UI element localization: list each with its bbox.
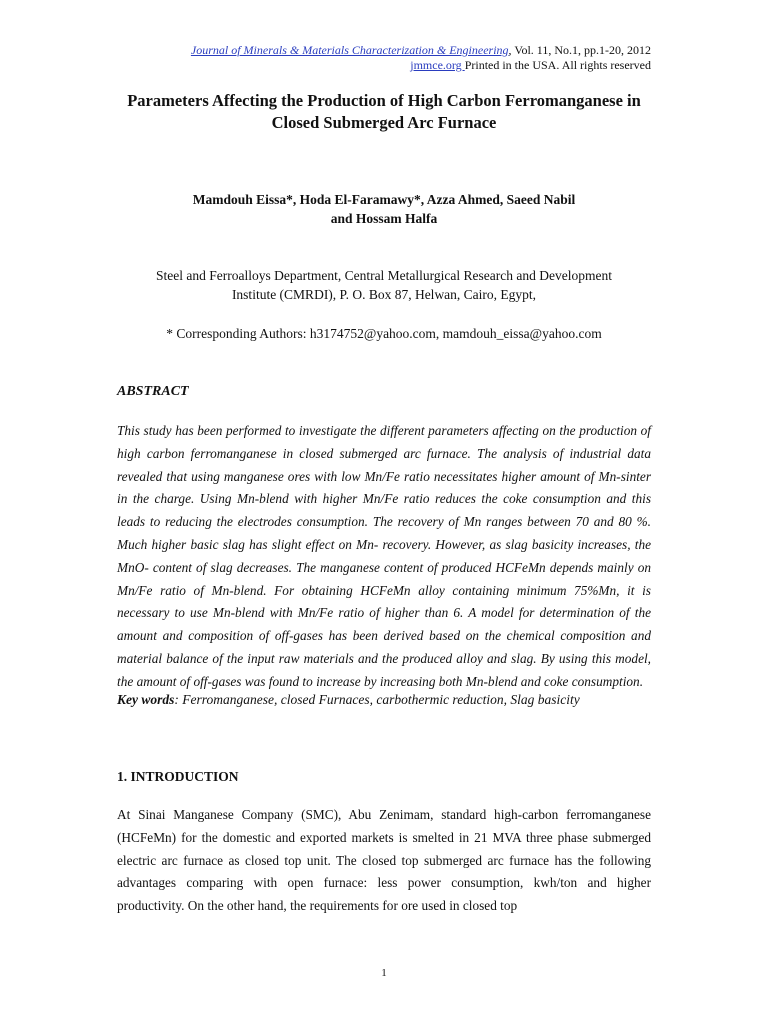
- abstract-heading: ABSTRACT: [117, 384, 189, 399]
- site-link[interactable]: jmmce.org: [410, 58, 465, 72]
- introduction-text: At Sinai Manganese Company (SMC), Abu Zenimam, standard high-carbon ferromanganese (HCFeMn) for the domestic and exported markets is smelted in 21 MVA three phase submerged electric arc furnace as closed top unit. The closed top submerged arc furnace has the following advantages comparing with open furnace: less power consumption, kwh/ton and higher productivity. On the other hand, the requirements for ore used in closed top: [117, 807, 651, 914]
- rights-text: Printed in the USA. All rights reserved: [464, 58, 651, 72]
- corresponding-authors: * Corresponding Authors: h3174752@yahoo.com, mamdouh_eissa@yahoo.com: [166, 326, 602, 341]
- authors-line-2: and Hossam Halfa: [330, 211, 438, 226]
- authors-line-1: Mamdouh Eissa*, Hoda El-Faramawy*, Azza Ahmed, Saeed Nabil: [192, 192, 576, 207]
- keywords: [117, 690, 657, 709]
- authors: [60, 190, 708, 228]
- page-number: 1: [381, 967, 387, 979]
- journal-header-site: [410, 58, 651, 73]
- title-line-2: Closed Submerged Arc Furnace: [271, 113, 497, 132]
- title-line-1: Parameters Affecting the Production of High Carbon Ferromanganese in: [127, 91, 641, 110]
- journal-header: [191, 43, 651, 58]
- affiliation-line-1: Steel and Ferroalloys Department, Central Metallurgical Research and Development: [156, 268, 612, 283]
- journal-name-link[interactable]: Journal of Minerals & Materials Characterization & Engineering: [190, 43, 509, 57]
- introduction-heading: 1. INTRODUCTION: [117, 769, 239, 784]
- keywords-label: Key words: [117, 692, 175, 707]
- abstract-text: This study has been performed to investigate the different parameters affecting on the production of high carbon ferromanganese in closed submerged arc furnace. The analysis of industrial data revealed that using manganese ores with low Mn/Fe ratio necessitates higher amount of Mn-sinter in the charge. Using Mn-blend with higher Mn/Fe ratio reduces the coke consumption and this leads to reducing the electrodes consumption. The recovery of Mn ranges between 70 and 80 %. Much higher basic slag has slight effect on Mn- recovery. However, as slag basicity increases, the MnO- content of slag decreases. The manganese content of produced HCFeMn depends mainly on Mn/Fe ratio of Mn-blend. For obtaining HCFeMn alloy containing minimum 75%Mn, it is necessary to use Mn-blend with Mn/Fe ratio of higher than 6. A model for determination of the amount and composition of off-gases has been derived based on the chemical composition and material balance of the input raw materials and the produced alloy and slag. By using this model, the amount of off-gases was found to increase by increasing both Mn-blend and coke consumption.: [117, 423, 651, 689]
- keywords-text: : Ferromanganese, closed Furnaces, carbothermic reduction, Slag basicity: [174, 692, 580, 707]
- affiliation: [60, 266, 708, 304]
- affiliation-line-2: Institute (CMRDI), P. O. Box 87, Helwan, Cairo, Egypt,: [231, 287, 537, 302]
- paper-title: [60, 90, 708, 134]
- volume-info: , Vol. 11, No.1, pp.1-20, 2012: [508, 43, 651, 57]
